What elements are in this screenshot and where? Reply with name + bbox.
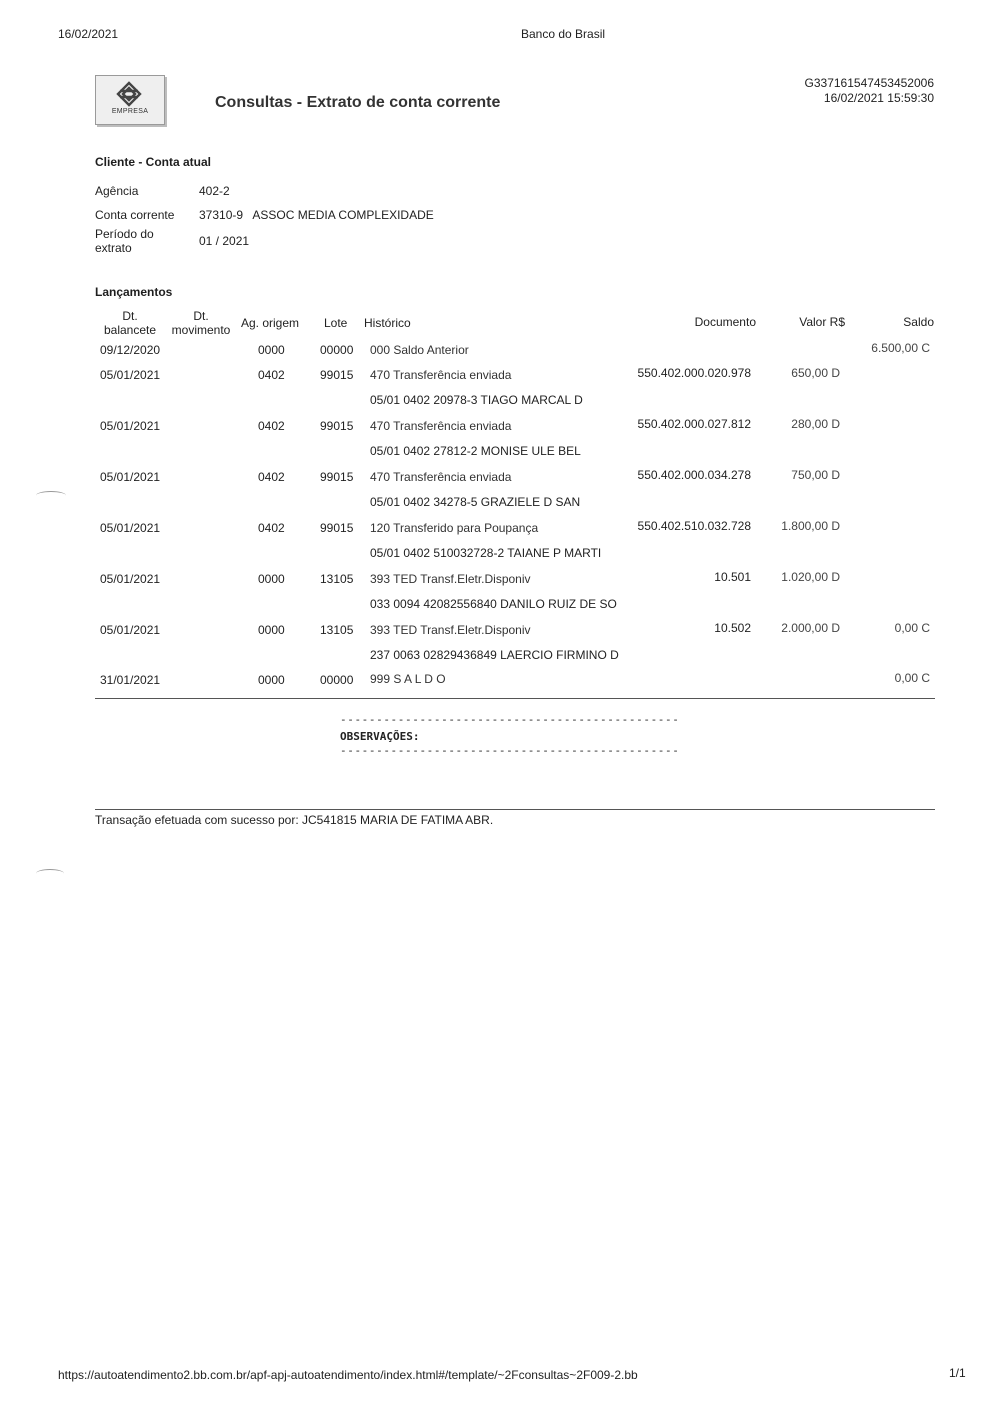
- col-historico: Histórico: [364, 316, 411, 330]
- row-saldo: 6.500,00 C: [871, 341, 930, 355]
- row-documento: 550.402.510.032.728: [637, 519, 751, 533]
- row-dt-balancete: 05/01/2021: [100, 470, 161, 484]
- document-code: G337161547453452006: [804, 76, 934, 90]
- lancamentos-section-title: Lançamentos: [95, 285, 173, 299]
- observacoes-label: OBSERVAÇÕES:: [340, 730, 420, 743]
- row-valor: 280,00 D: [791, 417, 840, 431]
- row-saldo: 0,00 C: [894, 671, 930, 685]
- periodo-value: 01 / 2021: [199, 234, 250, 248]
- row-ag-origem: 0000: [258, 623, 285, 637]
- col-dt-balancete: [98, 309, 162, 337]
- row-detail: 033 0094 42082556840 DANILO RUIZ DE SO: [370, 597, 617, 611]
- row-ag-origem: 0402: [258, 470, 285, 484]
- row-saldo: 0,00 C: [894, 621, 930, 635]
- row-historico: 470 Transferência enviada: [370, 470, 512, 484]
- row-detail: 05/01 0402 27812-2 MONISE ULE BEL: [370, 444, 581, 458]
- scan-mark: [36, 491, 66, 500]
- col-ag-origem: Ag. origem: [241, 316, 300, 330]
- periodo-label-line1: Período do: [95, 227, 154, 241]
- col-dt-movimento: [167, 309, 235, 337]
- row-historico: 470 Transferência enviada: [370, 368, 512, 382]
- row-valor: 2.000,00 D: [781, 621, 840, 635]
- row-detail: 05/01 0402 510032728-2 TAIANE P MARTI: [370, 546, 602, 560]
- row-valor: 650,00 D: [791, 366, 840, 380]
- transaction-success-note: Transação efetuada com sucesso por: JC541815 MARIA DE FATIMA ABR.: [95, 813, 494, 827]
- row-historico: 393 TED Transf.Eletr.Disponiv: [370, 572, 531, 586]
- col-dt-movimento-line1: Dt.: [193, 309, 209, 323]
- row-valor: 750,00 D: [791, 468, 840, 482]
- observacoes-top-dashes: -----------------------------------------------: [340, 713, 680, 726]
- row-detail: 237 0063 02829436849 LAERCIO FIRMINO D: [370, 648, 619, 662]
- row-documento: 550.402.000.034.278: [637, 468, 751, 482]
- row-ag-origem: 0000: [258, 673, 285, 687]
- row-lote: 99015: [320, 470, 354, 484]
- col-saldo: Saldo: [903, 315, 934, 329]
- row-historico: 000 Saldo Anterior: [370, 343, 469, 357]
- row-historico: 999 S A L D O: [370, 672, 446, 686]
- row-detail: 05/01 0402 34278-5 GRAZIELE D SAN: [370, 495, 581, 509]
- row-lote: 99015: [320, 368, 354, 382]
- print-bank-name: Banco do Brasil: [521, 27, 606, 41]
- page-title: Consultas - Extrato de conta corrente: [215, 94, 501, 111]
- print-url: https://autoatendimento2.bb.com.br/apf-apj-autoatendimento/index.html#/template/~2Fconsultas~2F009-2.bb: [58, 1368, 638, 1382]
- col-valor: Valor R$: [799, 315, 845, 329]
- row-dt-balancete: 05/01/2021: [100, 368, 161, 382]
- row-dt-balancete: 31/01/2021: [100, 673, 161, 687]
- row-lote: 99015: [320, 419, 354, 433]
- row-historico: 470 Transferência enviada: [370, 419, 512, 433]
- print-page-number: 1/1: [949, 1366, 966, 1380]
- row-dt-balancete: 05/01/2021: [100, 419, 161, 433]
- row-dt-balancete: 05/01/2021: [100, 623, 161, 637]
- agencia-label: Agência: [95, 184, 139, 198]
- row-ag-origem: 0402: [258, 419, 285, 433]
- conta-value: 37310-9 ASSOC MEDIA COMPLEXIDADE: [199, 208, 434, 222]
- row-dt-balancete: 05/01/2021: [100, 521, 161, 535]
- row-dt-balancete: 09/12/2020: [100, 343, 161, 357]
- conta-label: Conta corrente: [95, 208, 175, 222]
- row-lote: 13105: [320, 623, 354, 637]
- client-section-title: Cliente - Conta atual: [95, 155, 212, 169]
- col-documento: Documento: [694, 315, 756, 329]
- bank-logo: [95, 75, 165, 125]
- print-date: 16/02/2021: [58, 27, 119, 41]
- col-dt-balancete-line1: Dt.: [122, 309, 138, 323]
- row-historico: 393 TED Transf.Eletr.Disponiv: [370, 623, 531, 637]
- row-documento: 550.402.000.027.812: [637, 417, 751, 431]
- row-historico: 120 Transferido para Poupança: [370, 521, 539, 535]
- row-valor: 1.020,00 D: [781, 570, 840, 584]
- row-dt-balancete: 05/01/2021: [100, 572, 161, 586]
- row-ag-origem: 0402: [258, 368, 285, 382]
- row-ag-origem: 0000: [258, 343, 285, 357]
- bb-logo-icon: [116, 81, 142, 107]
- scan-mark: [36, 869, 64, 878]
- col-dt-balancete-line2: balancete: [103, 323, 157, 337]
- periodo-label-line2: extrato: [95, 241, 132, 255]
- row-documento: 10.501: [714, 570, 751, 584]
- observacoes-bottom-dashes: -----------------------------------------------: [340, 744, 680, 757]
- table-bottom-rule: [95, 698, 935, 699]
- row-documento: 10.502: [714, 621, 751, 635]
- row-lote: 00000: [320, 673, 354, 687]
- row-lote: 99015: [320, 521, 354, 535]
- logo-label: EMPRESA: [111, 108, 149, 115]
- row-lote: 00000: [320, 343, 354, 357]
- document-datetime: 16/02/2021 15:59:30: [823, 91, 934, 105]
- row-ag-origem: 0402: [258, 521, 285, 535]
- row-ag-origem: 0000: [258, 572, 285, 586]
- periodo-label: [95, 227, 154, 255]
- agencia-value: 402-2: [199, 184, 230, 198]
- row-documento: 550.402.000.020.978: [637, 366, 751, 380]
- row-lote: 13105: [320, 572, 354, 586]
- row-detail: 05/01 0402 20978-3 TIAGO MARCAL D: [370, 393, 583, 407]
- row-valor: 1.800,00 D: [781, 519, 840, 533]
- col-dt-movimento-line2: movimento: [171, 323, 231, 337]
- footer-rule: [95, 809, 935, 810]
- col-lote: Lote: [324, 316, 348, 330]
